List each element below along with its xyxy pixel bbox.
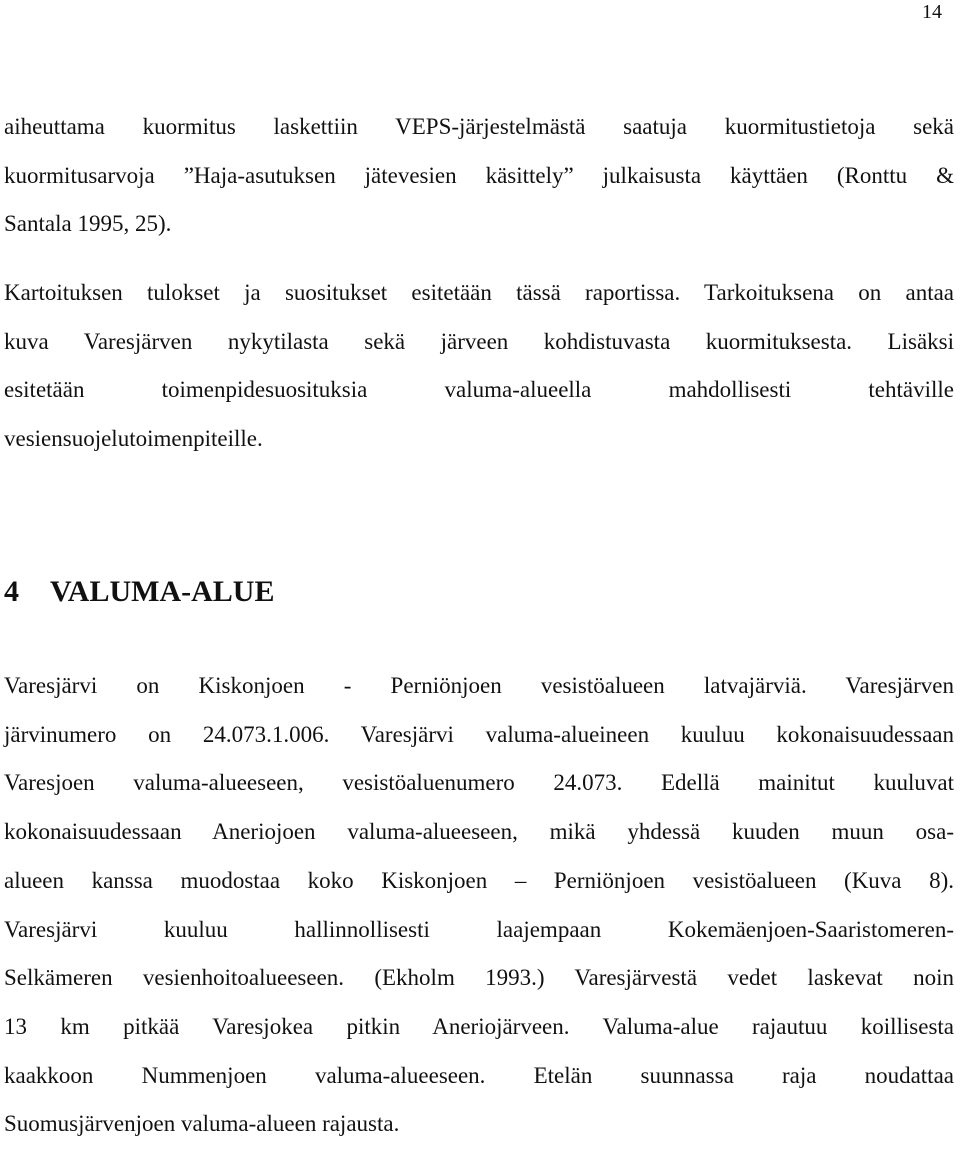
text-line: kuormitusarvoja ”Haja-asutuksen jätevesien käsittely” julkaisusta käyttäen (Ronttu &	[4, 162, 954, 188]
text-line: 13 km pitkää Varesjokea pitkin Aneriojärveen. Valuma-alue rajautuu koillisesta	[4, 1013, 954, 1039]
text-line: aiheuttama kuormitus laskettiin VEPS-järjestelmästä saatuja kuormitustietoja sekä	[4, 114, 954, 139]
text-line: vesiensuojelutoimenpiteille.	[4, 426, 263, 452]
text-line: kaakkoon Nummenjoen valuma-alueeseen. Etelän suunnassa raja noudattaa	[4, 1062, 954, 1088]
text-line: esitetään toimenpidesuosituksia valuma-alueella mahdollisesti tehtäville	[4, 377, 954, 403]
text-line: kuva Varesjärven nykytilasta sekä järveen kohdistuvasta kuormituksesta. Lisäksi	[4, 328, 954, 354]
section-heading	[4, 572, 274, 612]
section-number: 4	[4, 575, 19, 608]
paragraph-catchment-description	[4, 662, 954, 1149]
page-number: 14	[922, 1, 942, 23]
paragraph-report-purpose	[4, 269, 954, 464]
section-title: VALUMA-ALUE	[50, 575, 275, 608]
text-line: Varesjoen valuma-alueeseen, vesistöaluenumero 24.073. Edellä mainitut kuuluvat	[4, 770, 954, 796]
text-line: Santala 1995, 25).	[4, 211, 172, 237]
text-line: alueen kanssa muodostaa koko Kiskonjoen – Perniönjoen vesistöalueen (Kuva 8).	[4, 867, 954, 893]
text-line: Kartoituksen tulokset ja suositukset esitetään tässä raportissa. Tarkoituksena on antaa	[4, 280, 954, 305]
paragraph-intro-continuation	[4, 103, 954, 249]
text-line: Suomusjärvenjoen valuma-alueen rajausta.	[4, 1111, 400, 1137]
text-line: järvinumero on 24.073.1.006. Varesjärvi valuma-alueineen kuuluu kokonaisuudessaan	[4, 721, 954, 747]
text-line: Selkämeren vesienhoitoalueeseen. (Ekholm 1993.) Varesjärvestä vedet laskevat noin	[4, 965, 954, 991]
text-line: Varesjärvi kuuluu hallinnollisesti laajempaan Kokemäenjoen-Saaristomeren-	[4, 916, 954, 942]
text-line: kokonaisuudessaan Aneriojoen valuma-alueeseen, mikä yhdessä kuuden muun osa-	[4, 819, 954, 845]
text-line: Varesjärvi on Kiskonjoen - Perniönjoen vesistöalueen latvajärviä. Varesjärven	[4, 673, 954, 698]
